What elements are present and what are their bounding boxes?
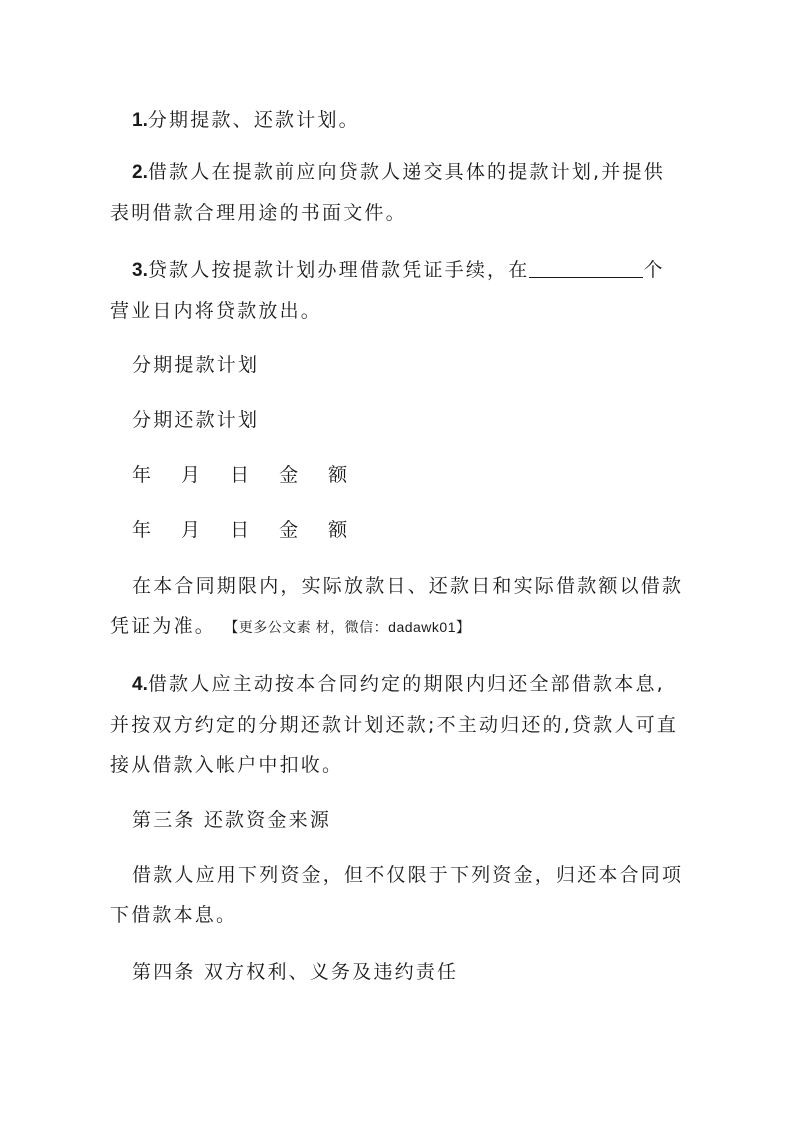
watermark-note: 【更多公文素 材，微信：dadawk01】	[224, 619, 471, 635]
item-number: 3.	[132, 260, 148, 281]
item-number: 2.	[132, 162, 148, 183]
withdraw-plan-label: 分期提款计划	[132, 354, 260, 376]
paragraph-text: 借款人应主动按本合同约定的期限内归还全部借款本息,并按双方约定的分期还款计划还款;不主动归还的,贷款人可直接从借款入帐户中扣收。	[110, 673, 679, 776]
paragraph-2	[110, 152, 685, 233]
article-3-title: 第三条 还款资金来源	[132, 809, 332, 831]
paragraph-3	[110, 250, 685, 331]
paragraph-text: 在本合同期限内，实际放款日、还款日和实际借款额以借款凭证为准。	[110, 575, 684, 637]
fill-in-blank	[529, 259, 643, 278]
item-number: 4.	[132, 674, 148, 695]
item-number: 1.	[132, 110, 148, 131]
date-amount-row-1: 年 月 日 金 额	[132, 464, 360, 486]
paragraph-text: 分期提款、还款计划。	[147, 109, 360, 131]
paragraph-text: 个营业日内将贷款放出。	[110, 259, 665, 322]
paragraph-text: 贷款人按提款计划办理借款凭证手续，在	[147, 259, 530, 281]
article-4-title: 第四条 双方权利、义务及违约责任	[132, 961, 459, 983]
date-amount-row-2: 年 月 日 金 额	[132, 519, 360, 541]
paragraph-text: 借款人在提款前应向贷款人递交具体的提款计划,并提供表明借款合理用途的书面文件。	[110, 161, 665, 224]
paragraph-1	[110, 100, 685, 141]
repay-plan-label: 分期还款计划	[132, 409, 260, 431]
article-3-text: 借款人应用下列资金，但不仅限于下列资金，归还本合同项下借款本息。	[110, 864, 684, 926]
paragraph-term	[110, 566, 685, 647]
paragraph-4	[110, 664, 685, 785]
